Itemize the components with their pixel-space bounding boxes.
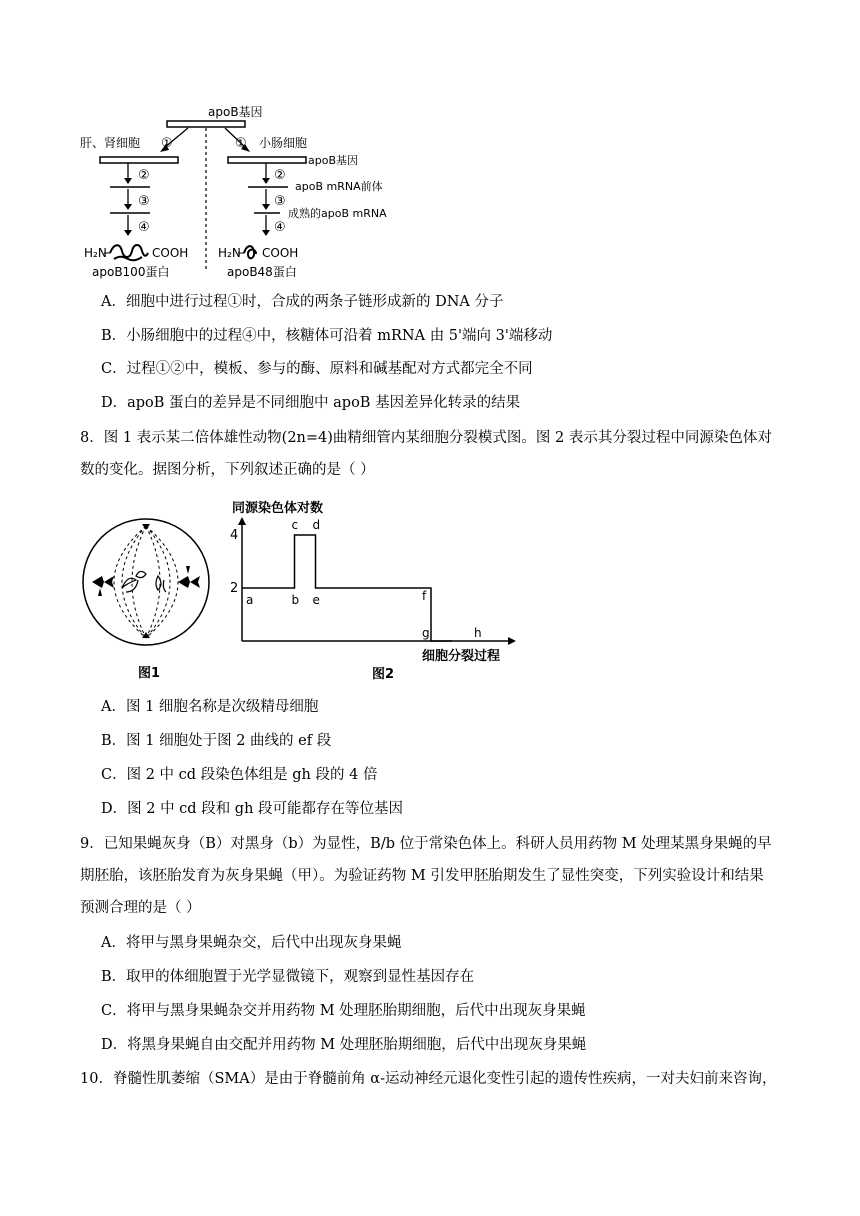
right-protein-label: apoB48蛋白 — [227, 265, 297, 279]
svg-text:③: ③ — [138, 194, 150, 209]
right-protein-chain-icon — [244, 246, 256, 258]
q9-option-a: A．将甲与黑身果蝇杂交，后代中出现灰身果蝇 — [101, 935, 402, 951]
q9-option-b: B．取甲的体细胞置于光学显微镜下，观察到显性基因存在 — [101, 969, 475, 985]
svg-text:④: ④ — [138, 220, 150, 235]
left-protein-chain-icon — [110, 245, 148, 257]
chart-point-label-d: d — [312, 518, 321, 532]
q9-stem-line1: 9．已知果蝇灰身（B）对黑身（b）为显性，B/b 位于常染色体上。科研人员用药物 M 处理某黑身果蝇的早 — [80, 836, 772, 852]
apob-expression-diagram — [70, 100, 450, 285]
svg-text:COOH: COOH — [152, 246, 189, 260]
q9-stem-line3: 预测合理的是（ ） — [80, 900, 201, 916]
q8-stem-line1: 8．图 1 表示某二倍体雄性动物(2n=4)曲精细管内某细胞分裂模式图。图 2 表示其分裂过程中同源染色体对 — [80, 430, 772, 446]
chart-ylabel: 同源染色体对数 — [232, 501, 324, 516]
step1-right: ① — [235, 136, 247, 151]
chart-point-label-b: b — [291, 593, 300, 607]
svg-text:H₂N: H₂N — [84, 246, 107, 260]
q7-option-b: B．小肠细胞中的过程④中，核糖体可沿着 mRNA 由 5'端向 3'端移动 — [101, 328, 553, 344]
top-gene-bar — [167, 121, 245, 127]
right-cell-label: 小肠细胞 — [259, 136, 308, 150]
q7-option-c: C．过程①②中，模板、参与的酶、原料和碱基配对方式都完全不同 — [101, 361, 533, 377]
figure2-caption: 图2 — [372, 667, 395, 682]
svg-text:③: ③ — [274, 194, 286, 209]
q10-stem-line1: 10．脊髓性肌萎缩（SMA）是由于脊髓前角 α-运动神经元退化变性引起的遗传性疾病，一对夫妇前来咨询， — [80, 1071, 777, 1087]
chart-point-label-f: f — [422, 589, 427, 603]
q9-option-c: C．将甲与黑身果蝇杂交并用药物 M 处理胚胎期细胞，后代中出现灰身果蝇 — [101, 1003, 586, 1019]
q9-stem-line2: 期胚胎，该胚胎发育为灰身果蝇（甲）。为验证药物 M 引发甲胚胎期发生了显性突变，下列实验设计和结果 — [80, 868, 764, 884]
svg-text:④: ④ — [274, 220, 286, 235]
svg-text:②: ② — [274, 168, 286, 183]
q8-option-d: D．图 2 中 cd 段和 gh 段可能都存在等位基因 — [101, 801, 404, 817]
pre-mrna-label: apoB mRNA前体 — [295, 180, 383, 193]
svg-text:②: ② — [138, 168, 150, 183]
left-protein-label: apoB100蛋白 — [92, 265, 170, 279]
figure2-chart — [222, 495, 522, 685]
y-axis-arrow-icon — [238, 517, 246, 525]
right-gene-bar — [228, 157, 306, 163]
q8-option-b: B．图 1 细胞处于图 2 曲线的 ef 段 — [101, 733, 332, 749]
figure1-caption: 图1 — [138, 666, 161, 681]
q7-option-d: D．apoB 蛋白的差异是不同细胞中 apoB 基因差异化转录的结果 — [101, 395, 521, 411]
left-cell-label: 肝、肾细胞 — [80, 136, 141, 150]
q9-option-d: D．将黑身果蝇自由交配并用药物 M 处理胚胎期细胞，后代中出现灰身果蝇 — [101, 1037, 587, 1053]
figure1-cell-diagram — [78, 516, 218, 684]
chart-point-label-a: a — [246, 593, 254, 607]
q8-option-a: A．图 1 细胞名称是次级精母细胞 — [101, 699, 319, 715]
step1-left: ① — [161, 136, 173, 151]
y-tick-label: 4 — [230, 528, 239, 543]
chart-point-label-c: c — [291, 518, 299, 532]
chart-xlabel: 细胞分裂过程 — [422, 649, 501, 664]
left-gene-bar — [100, 157, 178, 163]
chart-point-label-h: h — [474, 626, 482, 640]
right-gene-label: apoB基因 — [308, 154, 358, 167]
y-tick-label: 2 — [230, 581, 239, 596]
q8-stem-line2: 数的变化。据图分析，下列叙述正确的是（ ） — [80, 462, 375, 478]
chart-point-label-e: e — [312, 593, 320, 607]
svg-text:H₂N: H₂N — [218, 246, 241, 260]
top-gene-label: apoB基因 — [208, 105, 263, 119]
chart-point-label-g: g — [422, 626, 430, 640]
x-axis-arrow-icon — [508, 637, 516, 645]
q7-option-a: A．细胞中进行过程①时，合成的两条子链形成新的 DNA 分子 — [101, 294, 504, 310]
q8-option-c: C．图 2 中 cd 段染色体组是 gh 段的 4 倍 — [101, 767, 378, 783]
mature-mrna-label: 成熟的apoB mRNA — [288, 207, 387, 220]
svg-text:COOH: COOH — [262, 246, 299, 260]
chart-series-line — [242, 535, 452, 641]
